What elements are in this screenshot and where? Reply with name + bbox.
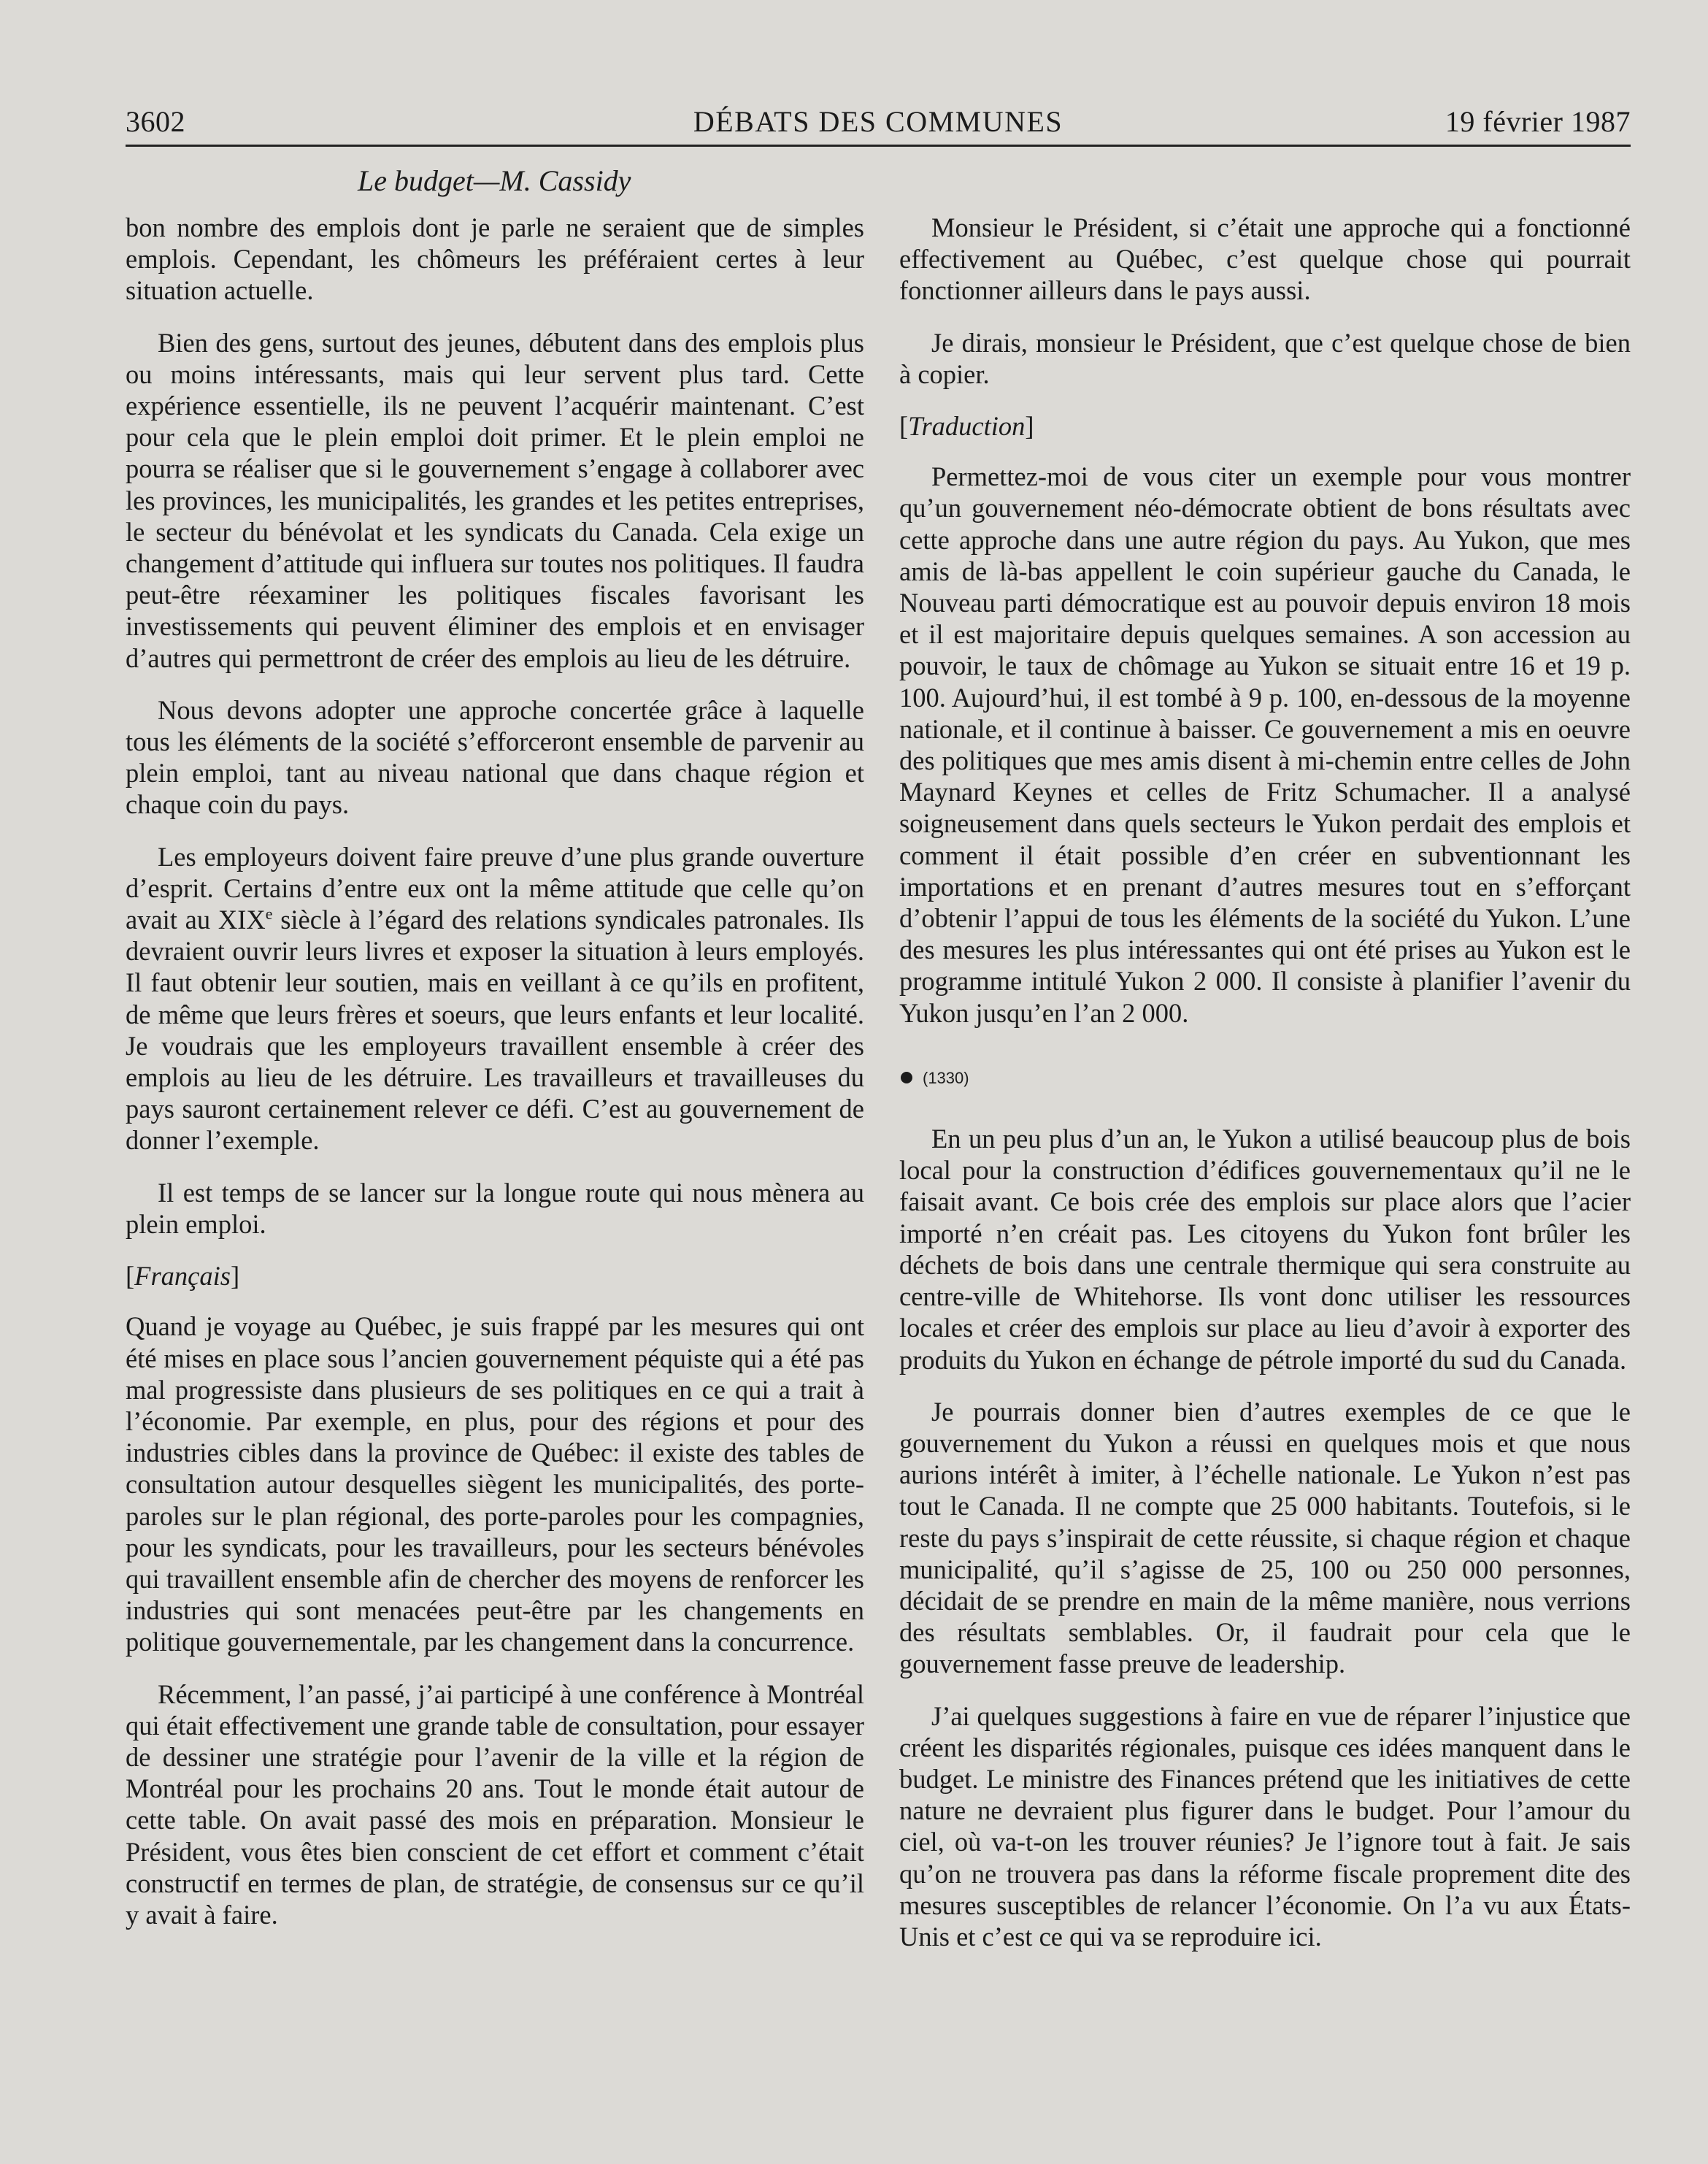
header-date: 19 février 1987	[1445, 105, 1631, 138]
paragraph-text: Les employeurs doivent faire preuve d’une plus grande ouverture d’esprit. Certains d’entre eux ont la même attitude que celle qu’on avait au XIX	[126, 841, 864, 935]
paragraph: Je pourrais donner bien d’autres exemples de ce que le gouvernement du Yukon a réussi en quelques mois et que nous aurions intérêt à imiter, à l’échelle nationale. Le Yukon n’est pas tout le Canada. Il ne compte que 25 000 habitants. Toutefois, si le reste du pays s’inspirait de cette réussite, si chaque région et chaque municipalité, qu’il s’agisse de 25, 100 ou 250 000 personnes, décidait de se prendre en main de la même manière, nous verrions des résultats semblables. Or, il faudrait pour cela que le gouvernement fasse preuve de leadership.	[899, 1396, 1631, 1679]
century-superscript: e	[265, 904, 273, 923]
running-header	[126, 102, 1631, 145]
publication-title: DÉBATS DES COMMUNES	[693, 105, 1063, 138]
time-marker-text: (1330)	[923, 1068, 969, 1087]
language-tag	[899, 410, 1631, 442]
paragraph: Je dirais, monsieur le Président, que c’est quelque chose de bien à copier.	[899, 327, 1631, 389]
paragraph-text: siècle à l’égard des relations syndicales patronales. Ils devraient ouvrir leurs livres et exposer la situation à leurs employés. Il faut obtenir leur soutien, mais en veillant à ce qu’ils en profitent, de même que leurs frères et soeurs, que leurs enfants et leur localité. Je voudrais que les employeurs travaillent ensemble à créer des emplois au lieu de les détruire. Les travailleurs et travailleuses du pays sauront certainement relever ce défi. C’est au gouvernement de donner l’exemple.	[126, 905, 864, 1156]
paragraph: En un peu plus d’un an, le Yukon a utilisé beaucoup plus de bois local pour la construction d’édifices gouvernementaux qu’il ne le faisait avant. Ce bois crée des emplois sur place alors que l’acier importé n’en créait pas. Les citoyens du Yukon font brûler les déchets de bois dans une centrale thermique qui sera construite au centre-ville de Whitehorse. Ils vont donc utiliser les ressources locales et créer des emplois sur place au lieu d’avoir à exporter des produits du Yukon en échange de pétrole importé du sud du Canada.	[899, 1124, 1631, 1375]
paragraph: Permettez-moi de vous citer un exemple pour vous montrer qu’un gouvernement néo-démocrate obtient de bons résultats avec cette approche dans une autre région du pays. Au Yukon, que mes amis de là-bas appellent le coin supérieur gauche du Canada, le Nouveau parti démocratique est au pouvoir depuis environ 18 mois et il est majoritaire depuis quelques semaines. A son accession au pouvoir, le taux de chômage au Yukon se situait entre 16 et 19 p. 100. Aujourd’hui, il est tombé à 9 p. 100, en-dessous de la moyenne nationale, et il continue à baisser. Ce gouvernement a mis en oeuvre des politiques que mes amis disent à mi-chemin entre celles de John Maynard Keynes et celles de Fritz Schumacher. Il a analysé soigneusement dans quels secteurs le Yukon perdait des emplois et comment il était possible d’en créer en subventionnant les importations et en prenant d’autres mesures tout en s’efforçant d’obtenir l’appui de tous les éléments de la société du Yukon. L’une des mesures les plus intéressantes qui ont été prises au Yukon est le programme intitulé Yukon 2 000. Il consiste à planifier l’avenir du Yukon jusqu’en l’an 2 000.	[899, 461, 1631, 1028]
section-subhead: Le budget—M. Cassidy	[358, 164, 631, 197]
paragraph: Bien des gens, surtout des jeunes, débutent dans des emplois plus ou moins intéressants, mais qui leur servent plus tard. Cette expérience essentielle, ils ne peuvent l’acquérir maintenant. C’est pour cela que le plein emploi doit primer. Et le plein emploi ne pourra se réaliser que si le gouvernement s’engage à collaborer avec les provinces, les municipalités, les grandes et les petites entreprises, le secteur du bénévolat et les syndicats du Canada. Cela exige un changement d’attitude qui influera sur toutes nos politiques. Il faudra peut-être réexaminer les politiques fiscales favorisant les investissements qui peuvent éliminer des emplois et en envisager d’autres qui permettront de créer des emplois au lieu de les détruire.	[126, 327, 864, 673]
right-column	[899, 212, 1631, 1973]
paragraph: Il est temps de se lancer sur la longue route qui nous mènera au plein emploi.	[126, 1177, 864, 1239]
language-tag	[126, 1260, 864, 1292]
paragraph: Récemment, l’an passé, j’ai participé à une conférence à Montréal qui était effectivement une grande table de consultation, pour essayer de dessiner une stratégie pour l’avenir de la ville et la région de Montréal pour les prochains 20 ans. Tout le monde était autour de cette table. On avait passé des mois en préparation. Monsieur le Président, vous êtes bien conscient de cet effort et comment c’était constructif en termes de plan, de stratégie, de consensus sur ce qu’il y avait à faire.	[126, 1678, 864, 1930]
paragraph	[126, 841, 864, 1156]
bullet-icon	[901, 1072, 912, 1083]
tag-bracket: [	[126, 1261, 135, 1292]
header-rule	[126, 145, 1631, 147]
tag-bracket: [	[899, 411, 909, 442]
paragraph: bon nombre des emplois dont je parle ne seraient que de simples emplois. Cependant, les chômeurs les préféraient certes à leur situation actuelle.	[126, 212, 864, 306]
time-marker	[901, 1062, 1631, 1094]
tag-word: Français	[134, 1261, 231, 1292]
paragraph: J’ai quelques suggestions à faire en vue de réparer l’injustice que créent les disparités régionales, puisque ces idées manquent dans le budget. Le ministre des Finances prétend que les initiatives de cette nature ne devraient plus figurer dans le budget. Pour l’amour du ciel, où va-t-on les trouver réunies? Je l’ignore tout à fait. Je sais qu’on ne trouvera pas dans la réforme fiscale proprement dite des mesures susceptibles de relancer l’économie. On l’a vu aux États-Unis et c’est ce qui va se reproduire ici.	[899, 1700, 1631, 1952]
tag-bracket: ]	[230, 1261, 240, 1292]
left-column	[126, 212, 864, 1951]
paragraph: Quand je voyage au Québec, je suis frappé par les mesures qui ont été mises en place sous l’ancien gouvernement péquiste qui a été pas mal progressiste dans plusieurs de ses politiques en ce qui a trait à l’économie. Par exemple, en plus, pour des régions et pour des industries cibles dans la province de Québec: il existe des tables de consultation autour desquelles siègent les municipalités, des porte-paroles sur le plan régional, des porte-paroles pour les compagnies, pour les syndicats, pour les travailleurs, pour les secteurs bénévoles qui travaillent ensemble afin de chercher des moyens de renforcer les industries qui sont menacées peut-être par les changements en politique gouvernementale, par les changement dans la concurrence.	[126, 1311, 864, 1657]
paragraph: Monsieur le Président, si c’était une approche qui a fonctionné effectivement au Québec, c’est quelque chose qui pourrait fonctionner ailleurs dans le pays aussi.	[899, 212, 1631, 306]
paragraph: Nous devons adopter une approche concertée grâce à laquelle tous les éléments de la société s’efforceront ensemble de parvenir au plein emploi, tant au niveau national que dans chaque région et chaque coin du pays.	[126, 694, 864, 820]
tag-bracket: ]	[1025, 411, 1034, 442]
tag-word: Traduction	[908, 411, 1026, 442]
page-number: 3602	[126, 105, 185, 138]
